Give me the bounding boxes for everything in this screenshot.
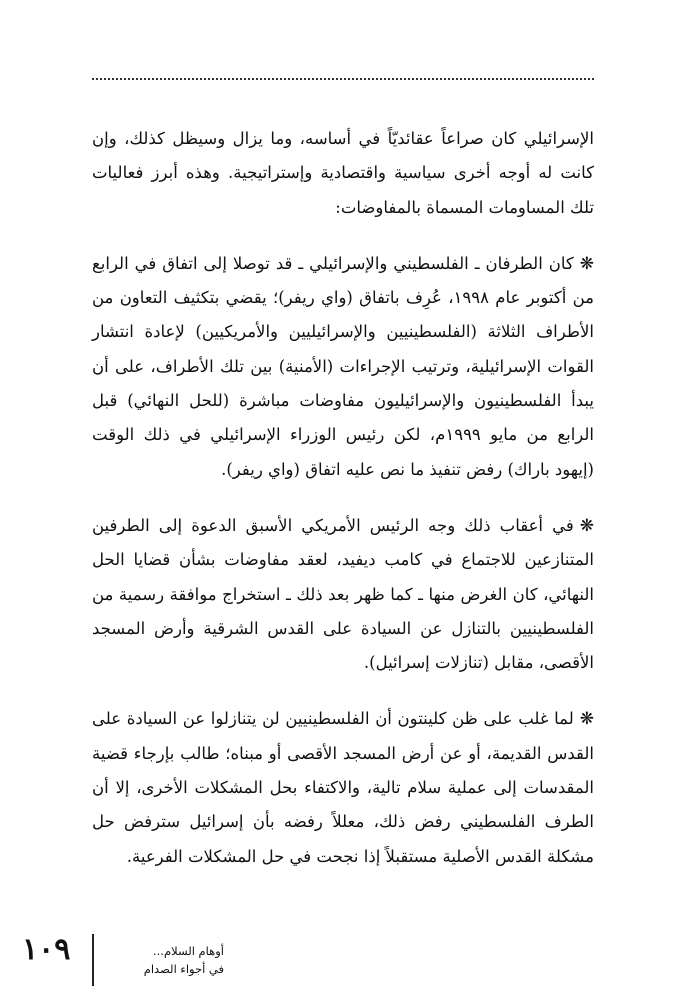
paragraph-text: الإسرائيلي كان صراعاً عقائديّاً في أساسه، وما يزال وسيظل كذلك، وإن كانت له أوجه أخرى سياسية واقتصادية وإستراتيجية. وهذه أبرز فعاليات تلك المساومات المسماة بالمفاوضات: <box>92 129 594 217</box>
page-footer <box>0 930 674 990</box>
running-title-line-2: في أجواء الصدام <box>143 962 224 976</box>
page-body <box>92 122 594 896</box>
running-title-line-1: أوهام السلام... <box>153 944 224 958</box>
asterisk-bullet-icon: ❋ <box>579 709 594 730</box>
paragraph-continuation <box>92 122 594 225</box>
running-title <box>104 942 224 978</box>
asterisk-bullet-icon: ❋ <box>579 515 594 536</box>
header-dotted-rule <box>92 78 594 80</box>
paragraph-text: كان الطرفان ـ الفلسطيني والإسرائيلي ـ قد توصلا إلى اتفاق في الرابع من أكتوبر عام ١٩٩٨، عُرِف باتفاق (واي ريفر)؛ يقضي بتكثيف التعاون من الأطراف الثلاثة (الفلسطينيين والإسرائيليين والأمريكيين) لإعادة انتشار القوات الإسرائيلية، وترتيب الإجراءات (الأمنية) بين تلك الأطراف، على أن يبدأ الفلسطينيون والإسرائيليون مفاوضات مباشرة (للحل النهائي) قبل الرابع من مايو ١٩٩٩م، لكن رئيس الوزراء الإسرائيلي في ذلك الوقت (إيهود باراك) رفض تنفيذ ما نص عليه اتفاق (واي ريفر). <box>92 253 594 479</box>
bullet-paragraph-camp-david <box>92 509 594 680</box>
asterisk-bullet-icon: ❋ <box>579 253 594 274</box>
footer-divider <box>92 934 94 986</box>
bullet-paragraph-clinton <box>92 702 594 873</box>
page-number: ١٠٩ <box>22 932 71 967</box>
paragraph-text: لما غلب على ظن كلينتون أن الفلسطينيين لن يتنازلوا عن السيادة على القدس القديمة، أو عن أرض المسجد الأقصى أو مبناه؛ طالب بإرجاء قضية المقدسات إلى عملية سلام تالية، والاكتفاء بحل المشكلات الأخرى، إلا أن الطرف الفلسطيني رفض ذلك، معللاً رفضه بأن إسرائيل سترفض حل مشكلة القدس الأصلية مستقبلاً إذا نجحت في حل المشكلات الفرعية. <box>92 709 594 866</box>
bullet-paragraph-wye-river <box>92 247 594 487</box>
paragraph-text: في أعقاب ذلك وجه الرئيس الأمريكي الأسبق الدعوة إلى الطرفين المتنازعين للاجتماع في كامب ديفيد، لعقد مفاوضات بشأن قضايا الحل النهائي، كان الغرض منها ـ كما ظهر بعد ذلك ـ استخراج موافقة رسمية من الفلسطينيين بالتنازل عن السيادة على القدس الشرقية وأرض المسجد الأقصى، مقابل (تنازلات إسرائيل). <box>92 515 594 673</box>
